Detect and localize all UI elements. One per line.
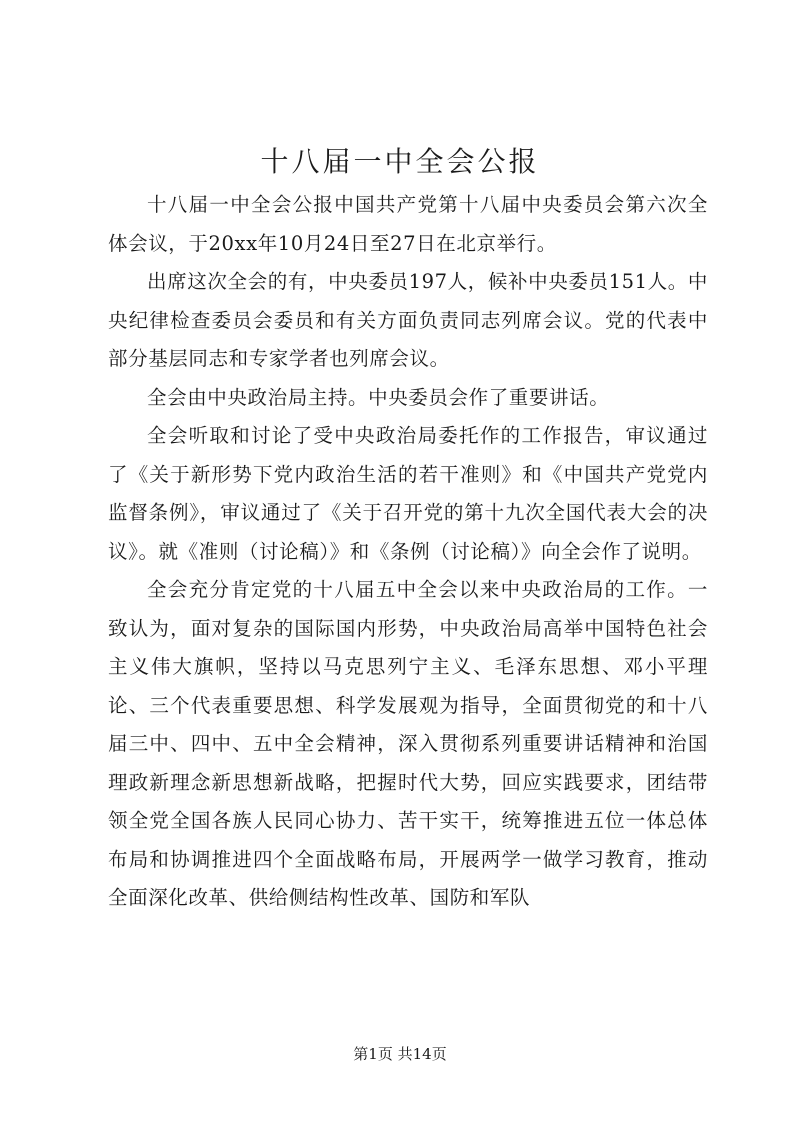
- paragraph-review: 全会听取和讨论了受中央政治局委托作的工作报告，审议通过了《关于新形势下党内政治生活的若干准则》和《中国共产党党内监督条例》，审议通过了《关于召开党的第十九次全国代表大会的决议》。就《准则（讨论稿）》和《条例（讨论稿）》向全会作了说明。: [108, 424, 708, 563]
- paragraph-attendance: 出席这次全会的有，中央委员197人，候补中央委员151人。中央纪律检查委员会委员和有关方面负责同志列席会议。党的代表中部分基层同志和专家学者也列席会议。: [108, 270, 708, 370]
- document-body: [108, 186, 708, 918]
- document-title: 十八届一中全会公报: [260, 145, 540, 178]
- paragraph-opening: 十八届一中全会公报中国共产党第十八届中央委员会第六次全体会议，于20xx年10月24日至27日在北京举行。: [108, 193, 708, 255]
- page-number-footer: 第1页 共14页: [353, 1045, 447, 1063]
- paragraph-chair: 全会由中央政治局主持。中央委员会作了重要讲话。: [147, 385, 610, 409]
- paragraph-affirmation: 全会充分肯定党的十八届五中全会以来中央政治局的工作。一致认为，面对复杂的国际国内形势，中央政治局高举中国特色社会主义伟大旗帜，坚持以马克思列宁主义、毛泽东思想、邓小平理论、三个代表重要思想、科学发展观为指导，全面贯彻党的和十八届三中、四中、五中全会精神，深入贯彻系列重要讲话精神和治国理政新理念新思想新战略，把握时代大势，回应实践要求，团结带领全党全国各族人民同心协力、苦干实干，统筹推进五位一体总体布局和协调推进四个全面战略布局，开展两学一做学习教育，推动全面深化改革、供给侧结构性改革、国防和军队: [108, 578, 708, 909]
